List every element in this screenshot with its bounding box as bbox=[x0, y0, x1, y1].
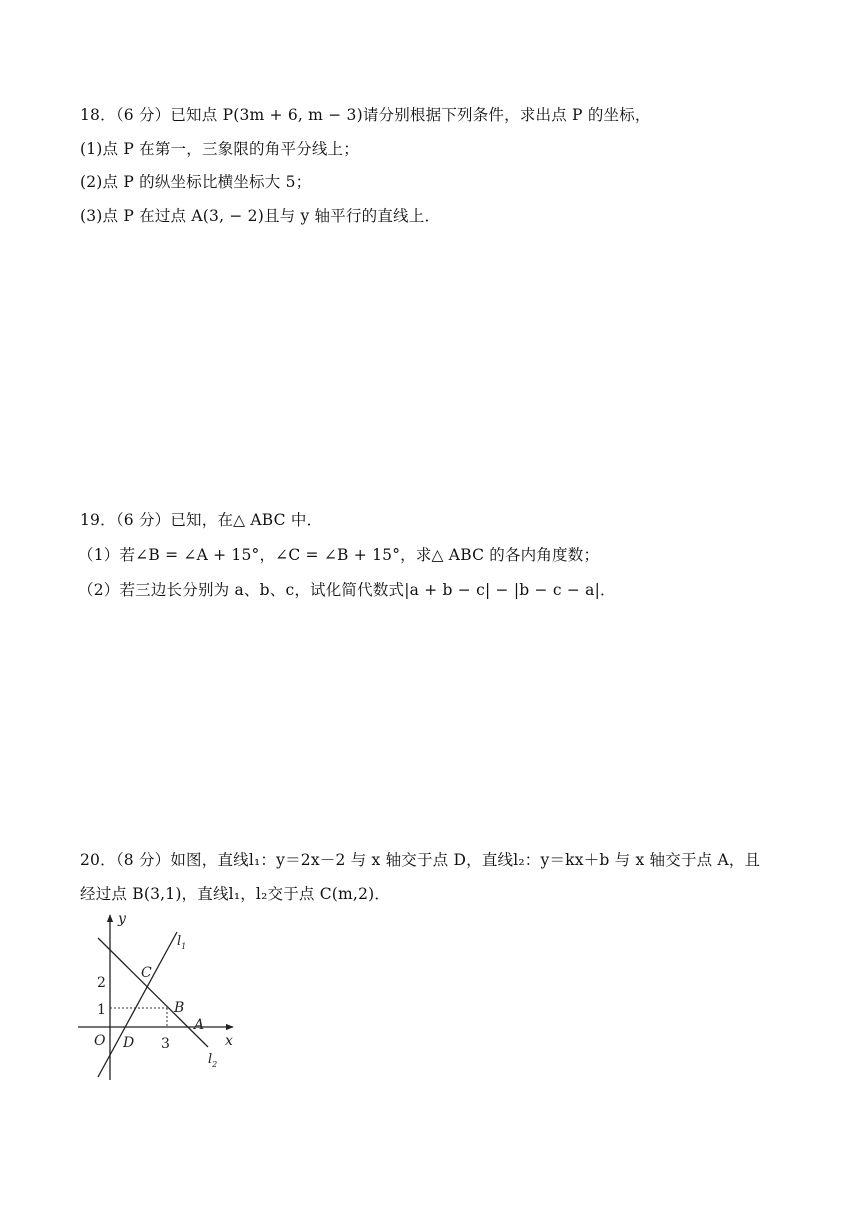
point-c-label: C bbox=[141, 965, 152, 981]
line-l2 bbox=[98, 938, 208, 1047]
tick-y-1: 1 bbox=[97, 1002, 106, 1018]
tick-x-3: 3 bbox=[161, 1036, 170, 1052]
tick-y-2: 2 bbox=[97, 975, 106, 991]
axis-y-label: y bbox=[118, 911, 126, 927]
question-18-part-2: (2)点 P 的纵坐标比横坐标大 5； bbox=[80, 173, 312, 191]
question-18-title: 18．（6 分）已知点 P(3m + 6, m − 3)请分别根据下列条件，求出点 P 的坐标， bbox=[80, 106, 651, 124]
point-b-label: B bbox=[174, 1000, 185, 1016]
question-19-part-2: （2）若三边长分别为 a、b、c，试化简代数式|a + b − c| − |b − c − a|． bbox=[78, 581, 616, 599]
question-19-part-1: （1）若∠B = ∠A + 15°，∠C = ∠B + 15°，求△ ABC 的各内角度数； bbox=[78, 546, 600, 564]
question-20-title: 20．（8 分）如图，直线l₁：y＝2x－2 与 x 轴交于点 D，直线l₂：y＝kx＋b 与 x 轴交于点 A，且 bbox=[80, 851, 761, 869]
question-20-part-1: 经过点 B(3,1)，直线l₁，l₂交于点 C(m,2)． bbox=[80, 885, 391, 903]
question-18-part-1: (1)点 P 在第一，三象限的角平分线上； bbox=[80, 140, 359, 158]
line-l2-label: $l_2$ bbox=[208, 1052, 218, 1069]
axis-x-label: x bbox=[225, 1033, 233, 1049]
point-a-label: A bbox=[194, 1017, 205, 1033]
point-d-label: D bbox=[123, 1035, 135, 1051]
origin-label: O bbox=[94, 1033, 106, 1049]
line-l1-label: $l_1$ bbox=[177, 934, 187, 951]
question-19-title: 19．（6 分）已知，在△ ABC 中． bbox=[80, 511, 323, 529]
question-18-part-3: (3)点 P 在过点 A(3, − 2)且与 y 轴平行的直线上． bbox=[80, 207, 441, 225]
coordinate-figure bbox=[70, 905, 250, 1090]
